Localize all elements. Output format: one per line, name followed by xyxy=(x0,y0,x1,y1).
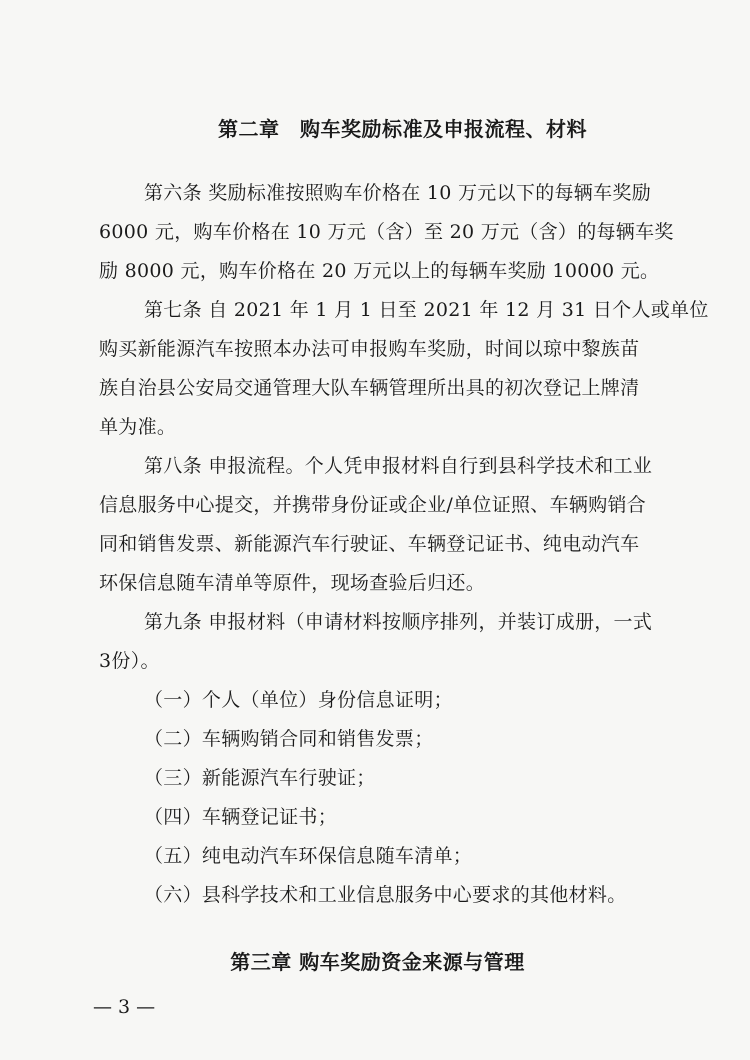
page-number: — 3 — xyxy=(93,996,156,1018)
article-9-line-1: 第九条 申报材料（申请材料按顺序排列，并装订成册，一式 xyxy=(144,611,653,633)
article-8-line-3: 同和销售发票、新能源汽车行驶证、车辆登记证书、纯电动汽车 xyxy=(99,533,640,555)
chapter-2-heading: 第二章 购车奖励标准及申报流程、材料 xyxy=(218,117,587,141)
article-8-line-1: 第八条 申报流程。个人凭申报材料自行到县科学技术和工业 xyxy=(144,455,653,477)
article-7-line-3: 族自治县公安局交通管理大队车辆管理所出具的初次登记上牌清 xyxy=(99,377,640,399)
article-6-line-1: 第六条 奖励标准按照购车价格在 10 万元以下的每辆车奖励 xyxy=(144,182,651,204)
article-7-line-2: 购买新能源汽车按照本办法可申报购车奖励，时间以琼中黎族苗 xyxy=(99,338,640,360)
article-7-line-1: 第七条 自 2021 年 1 月 1 日至 2021 年 12 月 31 日个人或单位 xyxy=(144,299,709,321)
article-8-line-2: 信息服务中心提交，并携带身份证或企业/单位证照、车辆购销合 xyxy=(99,494,647,516)
article-6-line-2: 6000 元，购车价格在 10 万元（含）至 20 万元（含）的每辆车奖 xyxy=(99,221,674,243)
list-item: （四）车辆登记证书； xyxy=(144,806,338,828)
list-item: （五）纯电动汽车环保信息随车清单； xyxy=(144,845,473,867)
chapter-3-heading: 第三章 购车奖励资金来源与管理 xyxy=(230,950,525,974)
article-9-line-2: 3份）。 xyxy=(99,650,160,672)
article-6-line-3: 励 8000 元，购车价格在 20 万元以上的每辆车奖励 10000 元。 xyxy=(99,260,660,282)
article-8-line-4: 环保信息随车清单等原件，现场查验后归还。 xyxy=(99,572,486,594)
list-item: （一）个人（单位）身份信息证明； xyxy=(144,689,453,711)
article-7-line-4: 单为准。 xyxy=(99,416,177,438)
list-item: （六）县科学技术和工业信息服务中心要求的其他材料。 xyxy=(144,884,627,906)
list-item: （三）新能源汽车行驶证； xyxy=(144,767,376,789)
list-item: （二）车辆购销合同和销售发票； xyxy=(144,728,434,750)
